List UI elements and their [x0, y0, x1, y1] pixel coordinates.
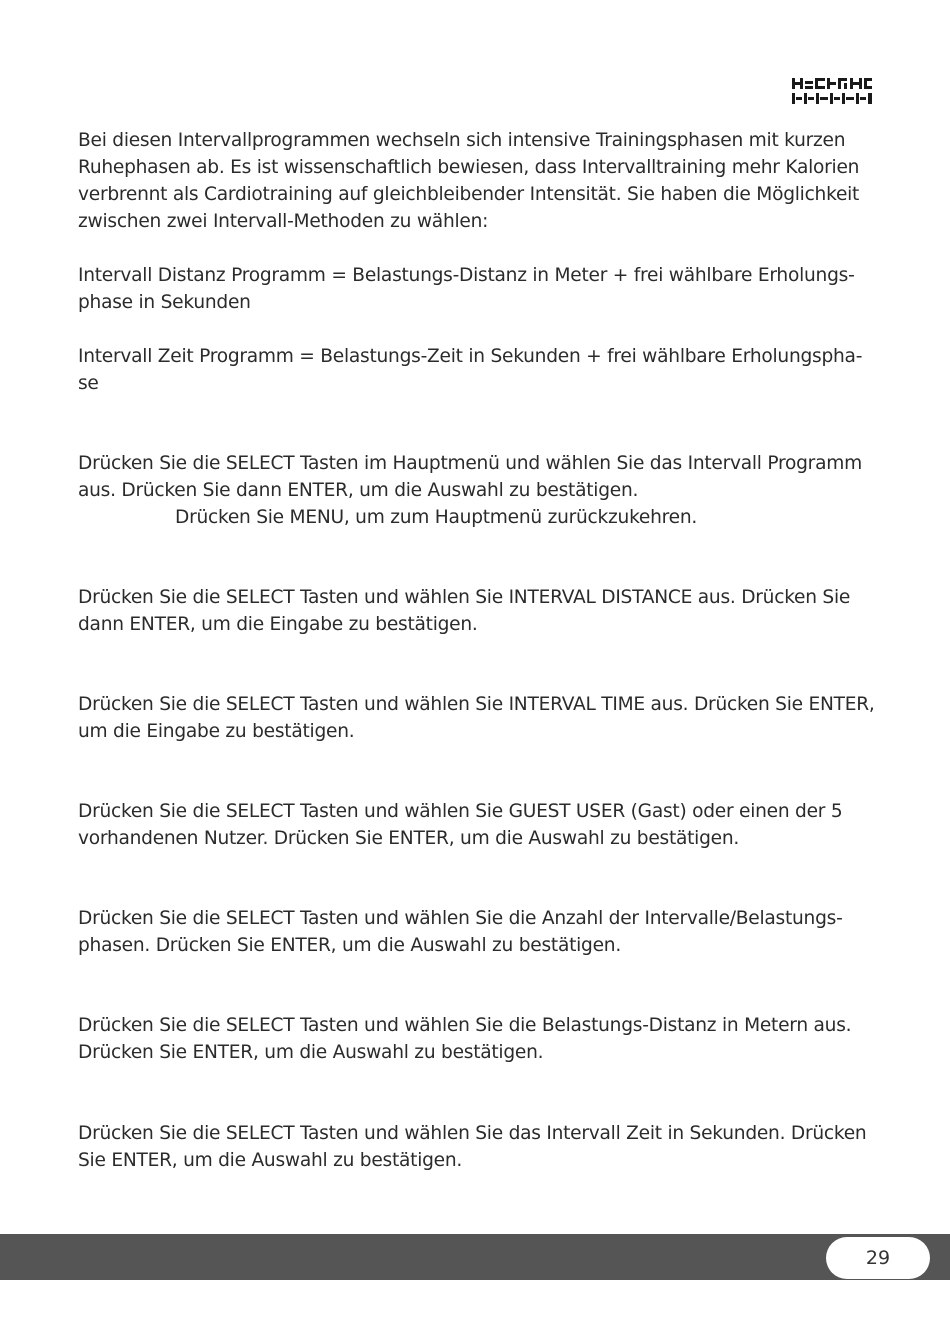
text-line: vorhandenen Nutzer. Drücken Sie ENTER, um die Auswahl zu bestätigen. — [78, 828, 740, 849]
text-line: Drücken Sie die SELECT Tasten und wählen Sie INTERVAL DISTANCE aus. Drücken Sie — [78, 587, 851, 608]
text-line: Sie ENTER, um die Auswahl zu bestätigen. — [78, 1150, 463, 1171]
text-line: Drücken Sie die SELECT Tasten und wählen Sie GUEST USER (Gast) oder einen der 5 — [78, 801, 843, 822]
text-line: verbrennt als Cardiotraining auf gleichbleibender Intensität. Sie haben die Möglichkeit — [78, 184, 860, 205]
paragraph-step-interval-time-seconds — [78, 1120, 866, 1174]
text-line: Drücken Sie ENTER, um die Auswahl zu bestätigen. — [78, 1042, 544, 1063]
text-line: Drücken Sie die SELECT Tasten und wählen Sie INTERVAL TIME aus. Drücken Sie ENTER, — [78, 694, 875, 715]
paragraph-step-interval-distance — [78, 584, 850, 638]
paragraph-step-user — [78, 798, 842, 852]
paragraph-distance-program — [78, 262, 855, 316]
paragraph-step-interval-time — [78, 691, 875, 745]
text-line: Intervall Distanz Programm = Belastungs-Distanz in Meter + frei wählbare Erholungs- — [78, 265, 855, 286]
footer-bar — [0, 1234, 950, 1280]
text-line: Drücken Sie die SELECT Tasten im Hauptmenü und wählen Sie das Intervall Programm — [78, 453, 862, 474]
text-line: se — [78, 373, 99, 394]
text-line: dann ENTER, um die Eingabe zu bestätigen. — [78, 614, 478, 635]
paragraph-step-load-distance — [78, 1012, 851, 1066]
text-line: aus. Drücken Sie dann ENTER, um die Auswahl zu bestätigen. — [78, 480, 639, 501]
paragraph-time-program — [78, 343, 862, 397]
text-line: phase in Sekunden — [78, 292, 251, 313]
hammer-logo — [792, 78, 874, 104]
page-number: 29 — [865, 1247, 891, 1269]
text-line: zwischen zwei Intervall-Methoden zu wählen: — [78, 211, 489, 232]
text-line: Intervall Zeit Programm = Belastungs-Zeit in Sekunden + frei wählbare Erholungspha- — [78, 346, 863, 367]
text-line: Drücken Sie die SELECT Tasten und wählen Sie die Belastungs-Distanz in Metern aus. — [78, 1015, 852, 1036]
paragraph-step-interval-count — [78, 905, 843, 959]
text-line: phasen. Drücken Sie ENTER, um die Auswahl zu bestätigen. — [78, 935, 621, 956]
page-number-badge — [826, 1237, 930, 1279]
paragraph-intro — [78, 127, 859, 235]
text-line: Drücken Sie die SELECT Tasten und wählen Sie das Intervall Zeit in Sekunden. Drücken — [78, 1123, 867, 1144]
text-line: um die Eingabe zu bestätigen. — [78, 721, 355, 742]
text-line: Drücken Sie die SELECT Tasten und wählen Sie die Anzahl der Intervalle/Belastungs- — [78, 908, 843, 929]
text-line: Ruhephasen ab. Es ist wissenschaftlich bewiesen, dass Intervalltraining mehr Kalorien — [78, 157, 860, 178]
text-line: Bei diesen Intervallprogrammen wechseln sich intensive Trainingsphasen mit kurzen — [78, 130, 846, 151]
paragraph-step-select-program — [78, 450, 862, 531]
text-line-note: Drücken Sie MENU, um zum Hauptmenü zurückzukehren. — [175, 507, 698, 528]
